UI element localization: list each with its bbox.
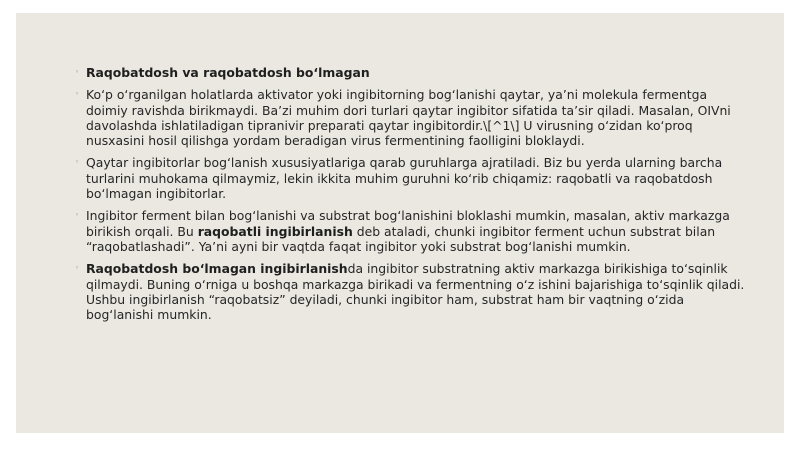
bullet-item-noncompetitive <box>75 261 746 323</box>
bullet-item-reversible <box>75 87 746 149</box>
bullet-marker-icon: ◦ <box>75 158 80 167</box>
bullet-heading-bold: Raqobatdosh va raqobatdosh bo‘lmagan <box>86 65 370 80</box>
bullet-text-after: da ingibitor substratning aktiv markazga birikishiga to‘sqinlik qilmaydi. Buning o‘rniga u boshqa markazga birikadi va fermentning o‘z ishini bajarishiga to‘sqinlik qiladi. Ushbu ingibirlanish “raqobatsiz” deyiladi, chunki ingibitor ham, substrat ham bir vaqtning o‘zida bog‘lanishi mumkin. <box>86 261 745 323</box>
bullet-list <box>75 65 746 329</box>
bullet-bold-term: raqobatli ingibirlanish <box>197 223 353 239</box>
bullet-item-heading <box>75 65 746 80</box>
bullet-marker-icon: ◦ <box>75 264 80 273</box>
bullet-item-competitive <box>75 208 746 254</box>
bullet-item-groups <box>75 155 746 202</box>
bullet-marker-icon: ◦ <box>75 68 80 76</box>
bullet-marker-icon: ◦ <box>75 211 80 220</box>
bullet-text-before: Ingibitor ferment bilan bog‘lanishi va substrat bog‘lanishini bloklashi mumkin, masalan, aktiv markazga birikish orqali. Bu <box>86 208 730 239</box>
bullet-text: Ko‘p o‘rganilgan holatlarda aktivator yoki ingibitorning bog‘lanishi qaytar, ya’ni molekula fermentga doimiy ravishda birikmaydi. Ba’zi muhim dori turlari qaytar ingibitor sifatida ta’sir qiladi. Masalan, OIVni davolashda ishlatiladigan tipranivir preparati qaytar ingibitordir.\[^1\] U virusning o‘zidan ko‘proq nusxasini hosil qilishga yordam beradigan virus fermentining faolligini bloklaydi. <box>86 87 731 149</box>
bullet-marker-icon: ◦ <box>75 90 80 99</box>
slide <box>16 13 784 433</box>
bullet-text-after: deb ataladi, chunki ingibitor ferment uchun substrat bilan “raqobatlashadi”. Ya’ni ayni bir vaqtda faqat ingibitor yoki substrat bog‘lanishi mumkin. <box>86 223 716 254</box>
bullet-text: Qaytar ingibitorlar bog‘lanish xususiyatlariga qarab guruhlarga ajratiladi. Biz bu yerda ularning barcha turlarini muhokama qilmaymiz, lekin ikkita muhim guruhni ko‘rib chiqamiz: raqobatli va raqobatdosh bo‘lmagan ingibitorlar. <box>86 155 723 202</box>
bullet-bold-term: Raqobatdosh bo‘lmagan ingibirlanish <box>86 261 348 277</box>
